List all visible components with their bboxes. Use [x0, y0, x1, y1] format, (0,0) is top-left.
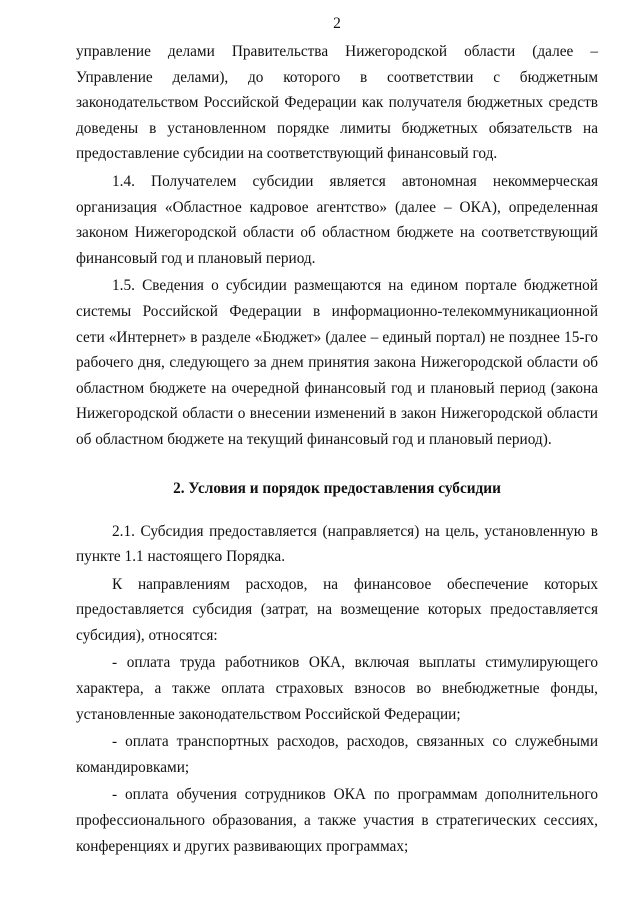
page-number: 2: [333, 15, 341, 32]
paragraph-directions: К направлениям расходов, на финансовое обеспечение которых предоставляется субсидия (затрат, на возмещение которых предоставляется субсидия), относятся:: [76, 575, 598, 644]
paragraph-2-1: 2.1. Субсидия предоставляется (направляется) на цель, установленную в пункте 1.1 настоящего Порядка.: [76, 522, 598, 566]
paragraph-1-4: 1.4. Получателем субсидии является автономная некоммерческая организация «Областное кадровое агентство» (далее – ОКА), определенная законом Нижегородской области об областном бюджете на соответствующий финансовый год и плановый период.: [76, 172, 598, 267]
list-item: - оплата транспортных расходов, расходов, связанных со служебными командировками;: [76, 733, 598, 776]
paragraph-continuation: управление делами Правительства Нижегородской области (далее – Управление делами), до которого в соответствии с бюджетным законодательством Российской Федерации как получателя бюджетных средств доведены в установленном порядке лимиты бюджетных обязательств на предоставление субсидии на соответствующий финансовый год.: [76, 43, 598, 163]
list-item: - оплата обучения сотрудников ОКА по программам дополнительного профессионального образования, а также участия в стратегических сессиях, конференциях и других развивающих программах;: [76, 786, 598, 855]
list-item: - оплата труда работников ОКА, включая выплаты стимулирующего характера, а также оплата страховых взносов во внебюджетные фонды, установленные законодательством Российской Федерации;: [76, 654, 598, 723]
section-heading: 2. Условия и порядок предоставления субсидии: [173, 479, 501, 497]
paragraph-1-5: 1.5. Сведения о субсидии размещаются на едином портале бюджетной системы Российской Федерации в информационно-телекоммуникационной сети «Интернет» в разделе «Бюджет» (далее – единый портал) не позднее 15-го рабочего дня, следующего за днем принятия закона Нижегородской области об областном бюджете на очередной финансовый год и плановый период (закона Нижегородской области о внесении изменений в закон Нижегородской области об областном бюджете на текущий финансовый год и плановый период).: [76, 277, 598, 448]
